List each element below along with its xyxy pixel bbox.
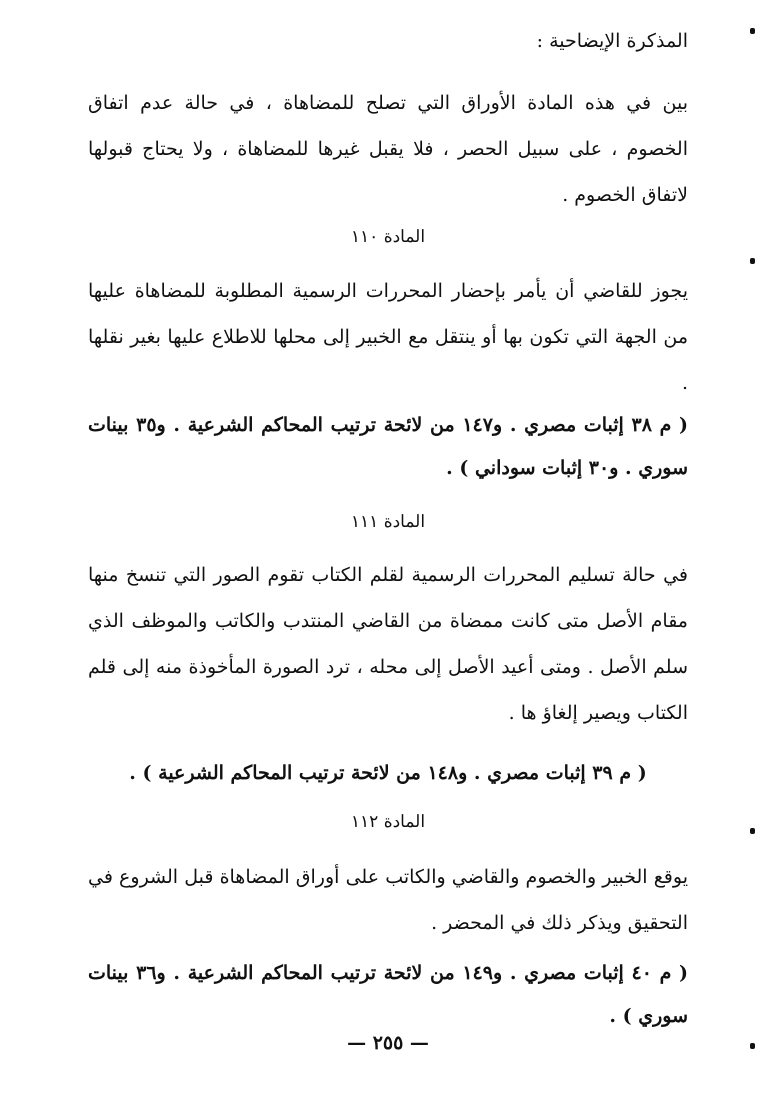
memo-paragraph: بين في هذه المادة الأوراق التي تصلح للمضاهاة ، في حالة عدم اتفاق الخصوم ، على سبيل الحصر ، فلا يقبل غيرها للمضاهاة ، ولا يحتاج قبولها لاتفاق الخصوم . — [88, 92, 688, 206]
margin-dot — [750, 28, 755, 34]
article-112-text: يوقع الخبير والخصوم والقاضي والكاتب على أوراق المضاهاة قبل الشروع في التحقيق ويذكر ذلك في المحضر . — [88, 866, 688, 934]
margin-dot — [750, 258, 755, 264]
article-110-reference: ( م ٣٨ إثبات مصري . و١٤٧ من لائحة ترتيب المحاكم الشرعية . و٣٥ بينات سوري . و٣٠ إثبات سوداني ) . — [88, 414, 689, 479]
memo-title: المذكرة الإيضاحية : — [536, 30, 688, 52]
article-111-text: في حالة تسليم المحررات الرسمية لقلم الكتاب تقوم الصور التي تنسخ منها مقام الأصل متى كانت ممضاة من القاضي المنتدب والكاتب والموظف الذي سلم الأصل . ومتى أعيد الأصل إلى محله ، ترد الصورة المأخوذة منه إلى قلم الكتاب ويصير إلغاؤ ها . — [88, 564, 688, 724]
page-number: — ٢٥٥ — — [347, 1032, 429, 1054]
article-111-heading: المادة ١١١ — [350, 512, 426, 532]
margin-dot — [750, 1043, 755, 1049]
article-111-reference: ( م ٣٩ إثبات مصري . و١٤٨ من لائحة ترتيب المحاكم الشرعية ) . — [129, 762, 647, 784]
article-112-reference: ( م ٤٠ إثبات مصري . و١٤٩ من لائحة ترتيب المحاكم الشرعية . و٣٦ بينات سوري ) . — [88, 962, 689, 1027]
margin-dot — [750, 828, 755, 834]
article-110-text: يجوز للقاضي أن يأمر بإحضار المحررات الرسمية المطلوبة للمضاهاة عليها من الجهة التي تكون بها أو ينتقل مع الخبير إلى محلها للاطلاع عليها بغير نقلها . — [88, 280, 688, 394]
article-112-heading: المادة ١١٢ — [350, 812, 426, 832]
article-110-heading: المادة ١١٠ — [350, 227, 426, 247]
